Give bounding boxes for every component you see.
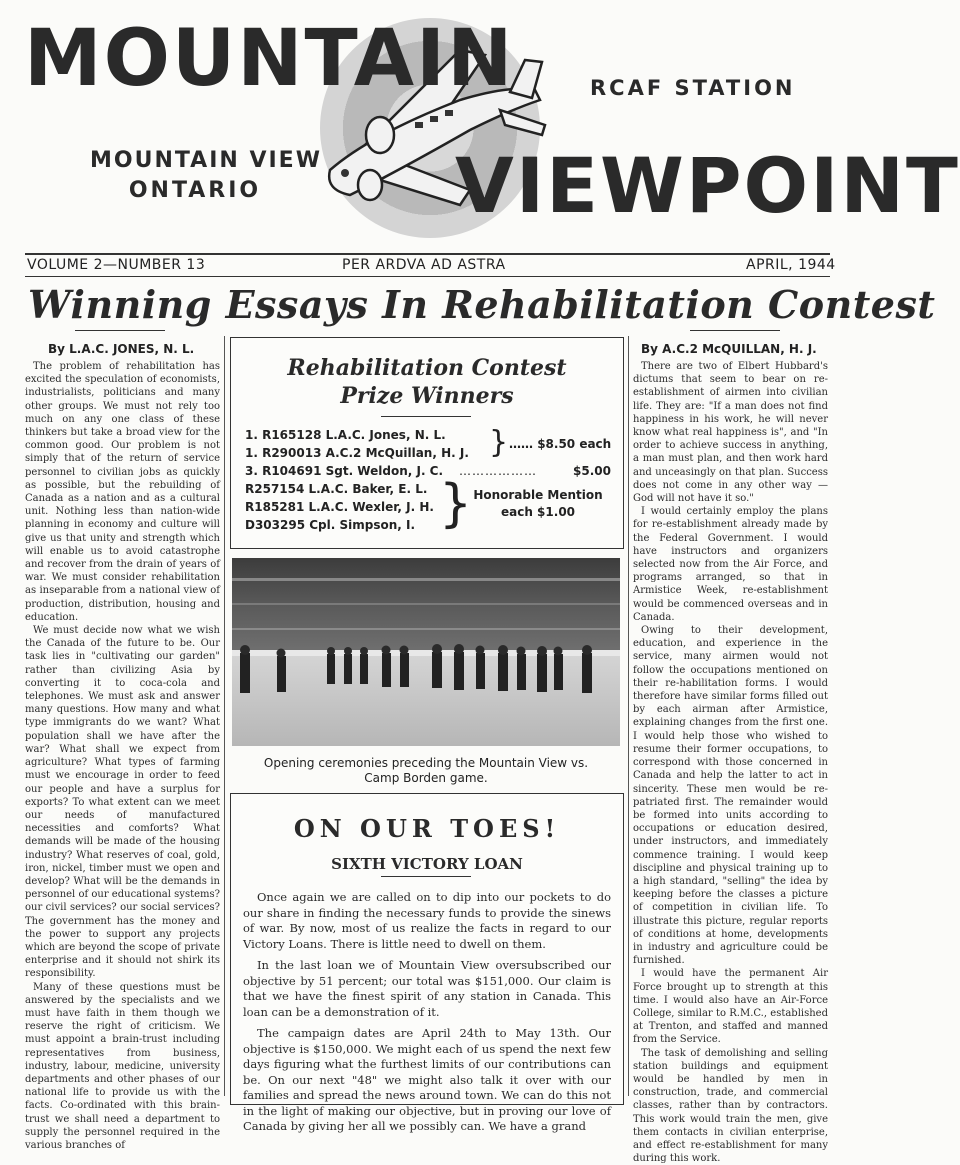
divider: [381, 876, 471, 877]
divider: [690, 330, 780, 331]
winner-row: D303295 Cpl. Simpson, I.: [245, 518, 416, 532]
prize-box-title-1: Rehabilitation Contest: [287, 355, 567, 381]
winner-row: 1. R165128 L.A.C. Jones, N. L.: [245, 428, 446, 442]
paragraph: Owing to their development, education, and experience in the service, many airmen would not follow the occupations mentioned on their re-habilitation forms. I would therefore have similar forms filled out by each airman after Armistice, explaining changes from the first one. I would help those who wished to resume their former occupations, to correspond with those concerned in Canada and help the latter to act in sincerity. These men would be re-patriated first. The remainder would be formed into units according to occupations or education desired, under instructors, and immediately commence training. I would keep discipline and physical training up to a high standard, "selling" the idea by keeping before the classes a picture of competition in civilian life. To illustrate this picture, regular reports of conditions at home, developments in industry and agriculture could be furnished.: [633, 625, 828, 967]
paragraph: There are two of Elbert Hubbard's dictums that seem to bear on re-establishment of airmen into civilian life. They are: "If a man does not find happiness in his work, he will never know what real happiness is", and "In order to achieve success in anything, a man must plan, and then work hard and unceasingly on that plan. Success does not come in any other way — God will not have it so.": [633, 361, 828, 505]
prize-winners-box: [230, 337, 624, 549]
loan-body: [243, 890, 611, 1133]
location-line-1: MOUNTAIN VIEW: [90, 148, 322, 173]
page-headline: Winning Essays In Rehabilitation Contest: [28, 282, 936, 327]
third-prize-amount: $5.00: [573, 464, 611, 478]
paragraph: The problem of rehabilitation has excited the speculation of economists, industrialists, politicians and many other groups. We must not rely too much on any one class of these thinkers but take a broad view for the common good. Our problem is not simply that of the return of service personnel to civilian jobs as quickly as possible, but the rebuilding of Canada as a nation and as a cultural unit. Nothing less than nation-wide planning in economy and culture will give us that unity and strength which will enable us to avoid catastrophe and recover from the drain of years of war. We must consider rehabilitation as inseparable from a national view of production, distribution, housing and education.: [25, 361, 220, 623]
volume-number: VOLUME 2—NUMBER 13: [27, 257, 206, 273]
left-article-body: [25, 360, 220, 1151]
photo-caption-2: Camp Borden game.: [364, 771, 488, 785]
location-line-2: ONTARIO: [128, 178, 262, 203]
divider: [381, 416, 471, 417]
brace-icon: }: [489, 425, 509, 460]
loan-title: ON OUR TOES!: [293, 814, 561, 843]
photo-caption-1: Opening ceremonies preceding the Mountain View vs.: [263, 756, 589, 770]
paragraph: In the last loan we of Mountain View oversubscribed our objective by 51 percent; our total was $151,000. Our claim is that we have the finest spirit of any station in Canada. This loan can be a demonstration of it.: [243, 958, 611, 1019]
first-prize-amount: …… $8.50 each: [509, 437, 612, 451]
masthead-rule-bottom: [25, 276, 830, 277]
right-byline: By A.C.2 McQUILLAN, H. J.: [641, 342, 817, 356]
right-article-body: [633, 360, 828, 1165]
winner-row: R257154 L.A.C. Baker, E. L.: [245, 482, 428, 496]
paragraph: Many of these questions must be answered by the specialists and we must have faith in them though we reserve the right of criticism. We must appoint a brain-trust including representatives from business, industry, labour, medicine, university departments and other phases of our national life to provide us with the facts. Co-ordinated with this brain-trust we shall need a department to supply the personnel required in the various branches of: [25, 981, 220, 1151]
winner-row: 3. R104691 Sgt. Weldon, J. C.: [245, 464, 444, 478]
winner-row: R185281 L.A.C. Wexler, J. H.: [245, 500, 434, 514]
honorable-mention-label: Honorable Mention: [473, 488, 603, 502]
station-label: RCAF STATION: [590, 76, 796, 100]
left-byline: By L.A.C. JONES, N. L.: [48, 342, 195, 356]
column-rule: [628, 336, 629, 1096]
masthead-rule-top: [25, 253, 830, 255]
hockey-arena-photo: [232, 558, 620, 746]
paragraph: Once again we are called on to dip into our pockets to do our share in finding the necessary funds to provide the sinews of war. By now, most of us realize the facts in regard to our Victory Loans. There is little need to dwell on them.: [243, 890, 611, 951]
paragraph: I would certainly employ the plans for re-establishment already made by the Federal Government. I would have instructors and organizers selected now from the Air Force, and programs arranged, so that in Armistice Week, re-establishment would be commenced overseas and in Canada.: [633, 506, 828, 623]
winner-row: 1. R290013 A.C.2 McQuillan, H. J.: [245, 446, 469, 460]
column-rule: [224, 336, 225, 1096]
issue-date: APRIL, 1944: [746, 257, 836, 273]
brace-icon: }: [439, 474, 473, 534]
paragraph: The campaign dates are April 24th to May 13th. Our objective is $150,000. We might each of us spend the next few days figuring what the furthest limits of our contributions can be. On our next "48" we might also talk it over with our families and spread the news around town. We can do this not in the light of making our objective, but in proving our love of Canada by giving her all we possibly can. We have a grand: [243, 1026, 611, 1133]
motto: PER ARDVA AD ASTRA: [342, 257, 506, 273]
prize-box-title-2: Prize Winners: [340, 383, 514, 409]
first-prize-value: $8.50 each: [537, 437, 612, 451]
paragraph: I would have the permanent Air Force brought up to strength at this time. I would also have an Air-Force College, similar to R.M.C., established at Trenton, and staffed and manned from the Service.: [633, 968, 828, 1046]
honorable-mention-amount: each $1.00: [500, 505, 576, 519]
masthead-title-top: MOUNTAIN: [24, 14, 515, 104]
masthead-title-bottom: VIEWPOINT: [455, 141, 960, 230]
victory-loan-box: [230, 793, 624, 1133]
paragraph: We must decide now what we wish the Canada of the future to be. Our task lies in "cultivating our garden" rather than civilizing Asia by converting it to coca-cola and telephones. We must ask and answer many questions. How many and what type immigrants do we want? What population shall we have after the war? What shall we expect from agriculture? What types of farming must we encourage in order to feed our people and have a surplus for exports? To what extent can we meet our needs of manufactured necessities and comforts? What demands will be made of the housing industry? What reserves of coal, gold, iron, nickel, timber must we open and develop? What will be the demands in personnel of our educational systems? our civil services? our social services? The government has the money and the power to support any projects which are beyond the scope of private enterprise and it should not shirk its responsibility.: [25, 625, 220, 980]
loan-subtitle: SIXTH VICTORY LOAN: [331, 855, 523, 873]
leader-dots: ………………: [459, 464, 537, 478]
paragraph: The task of demolishing and selling station buildings and equipment would be handled by men in construction, trade, and commercial classes, rather than by contractors. This work would train the men, give them contacts in civilian enterprise, and effect re-establishment for many during this work.: [633, 1047, 828, 1165]
divider: [75, 330, 165, 331]
